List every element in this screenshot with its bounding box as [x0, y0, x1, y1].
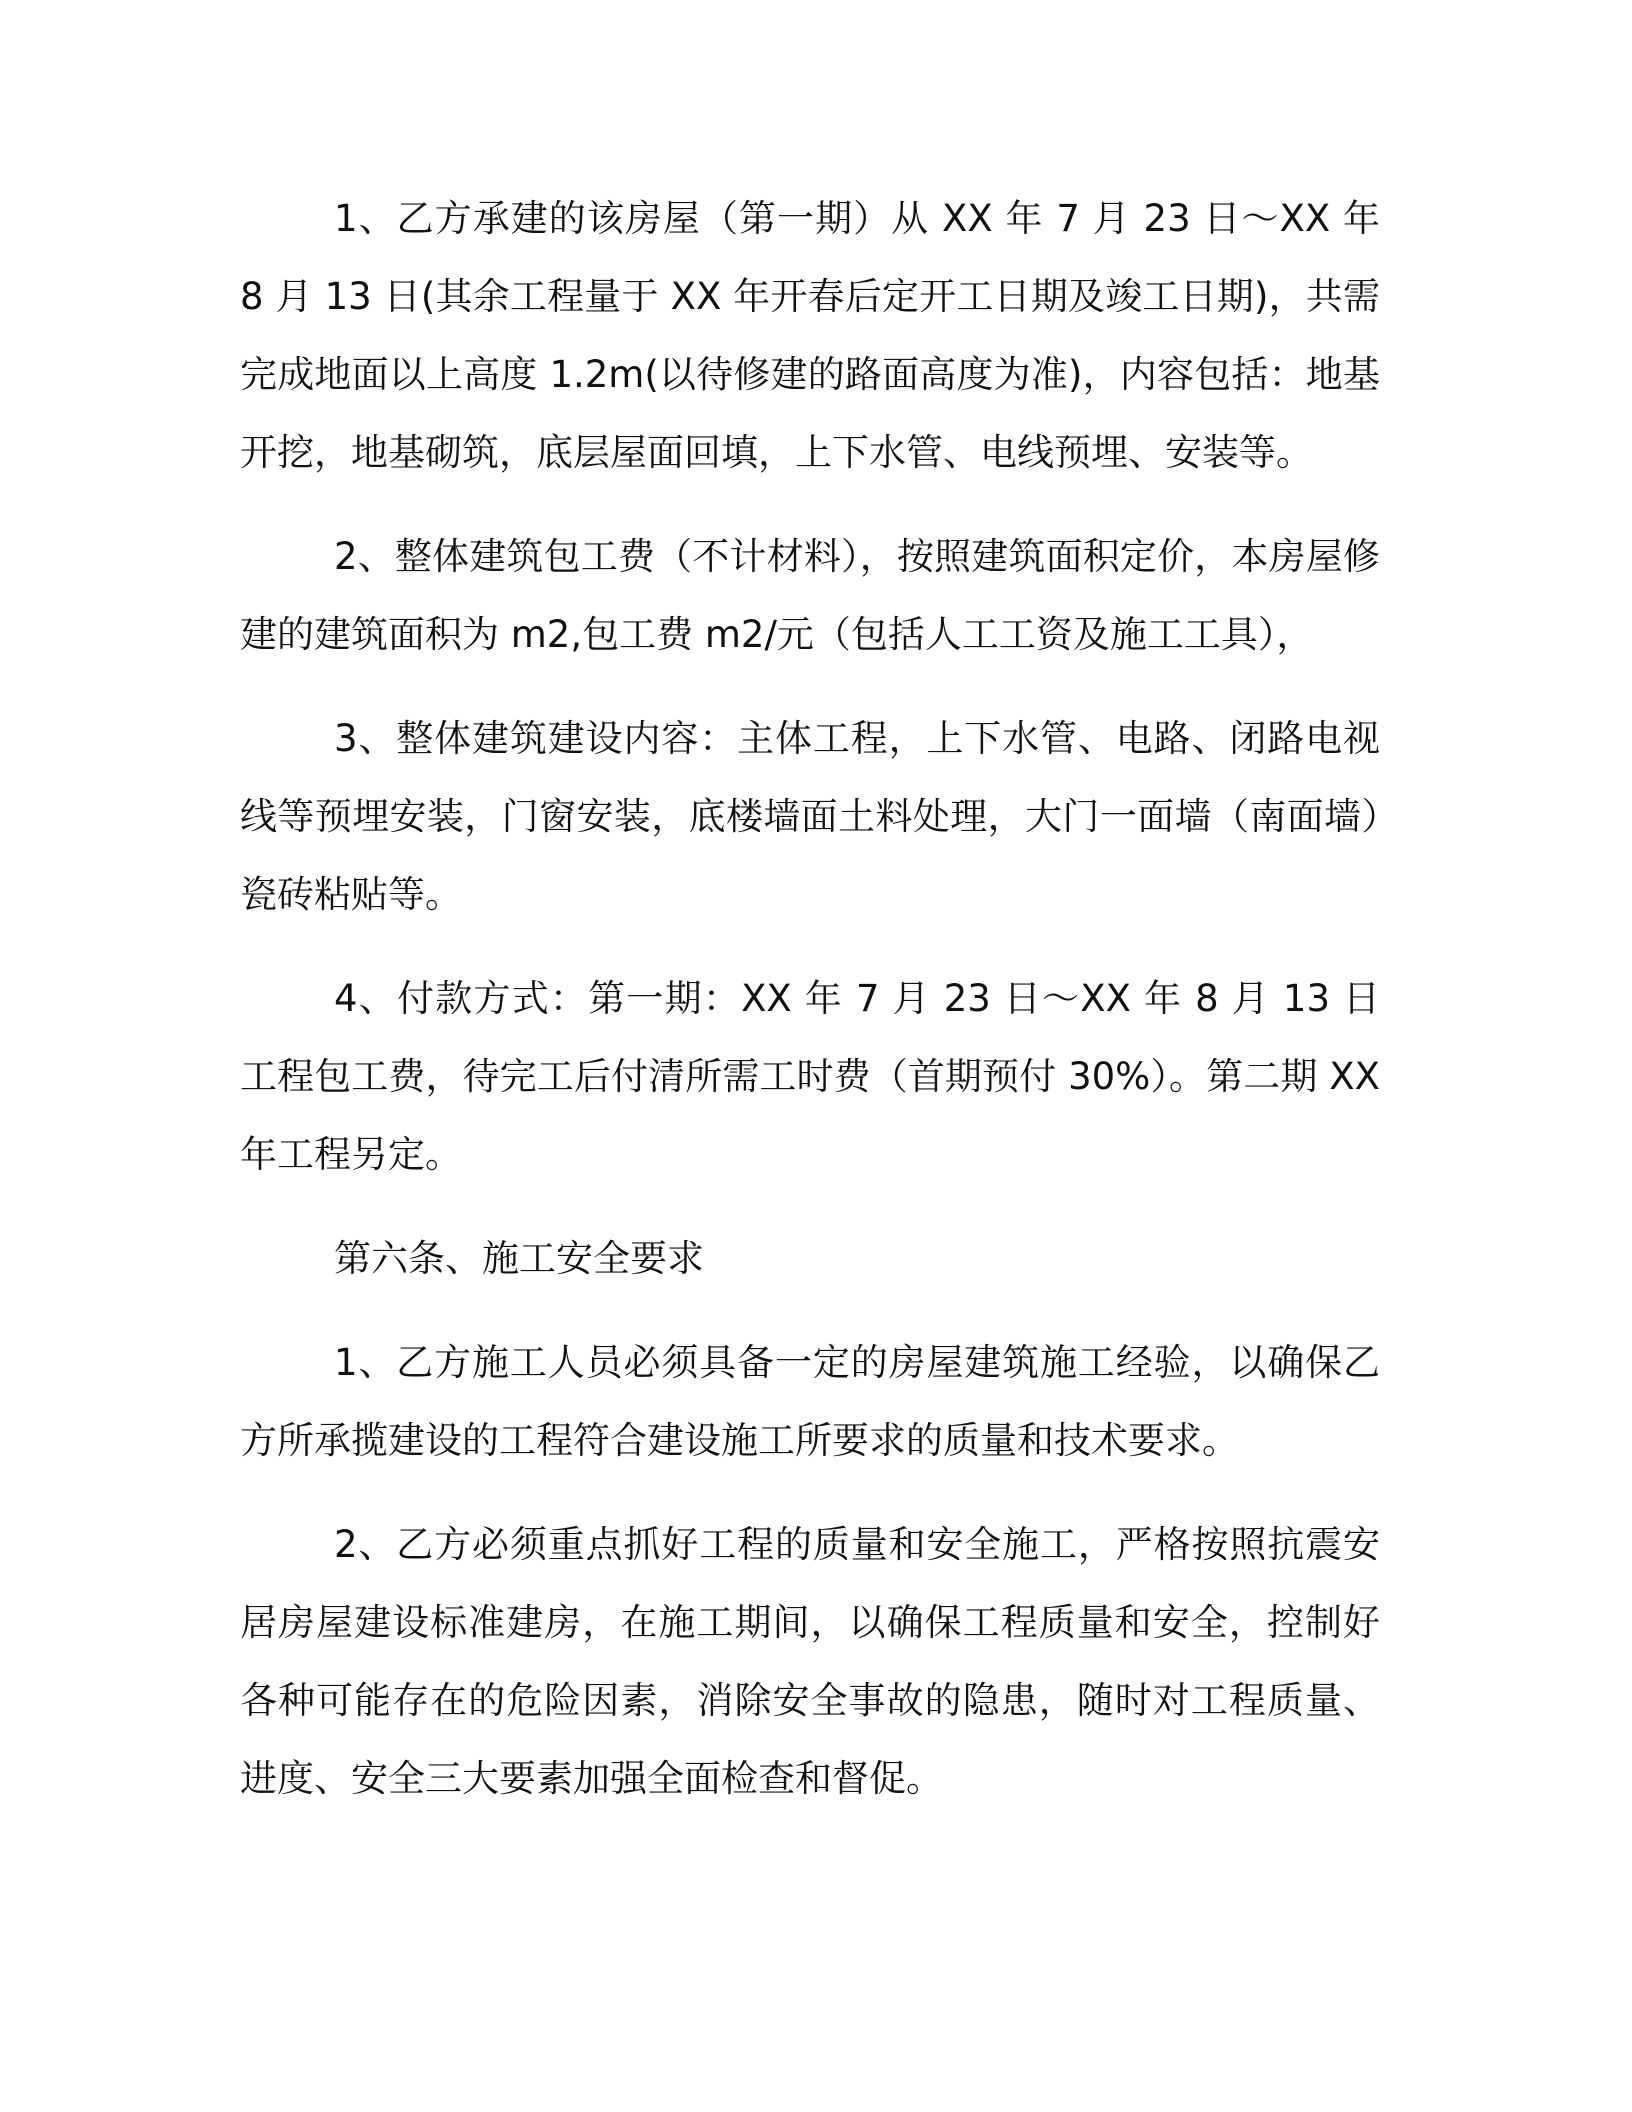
paragraph-1: 1、乙方承建的该房屋（第一期）从 XX 年 7 月 23 日～XX 年 8 月 13 日(其余工程量于 XX 年开春后定开工日期及竣工日期)，共需完成地面以上高度 1.2m(以待修建的路面高度为准)，内容包括：地基开挖，地基砌筑，底层屋面回填，上下水管、电线预埋、安装等。	[240, 197, 1380, 474]
paragraph-3: 3、整体建筑建设内容：主体工程，上下水管、电路、闭路电视线等预埋安装，门窗安装，底楼墙面土料处理，大门一面墙（南面墙）瓷砖粘贴等。	[240, 717, 1380, 916]
document-body	[240, 180, 1380, 1844]
section-paragraph-2: 2、乙方必须重点抓好工程的质量和安全施工，严格按照抗震安居房屋建设标准建房，在施工期间，以确保工程质量和安全，控制好各种可能存在的危险因素，消除安全事故的隐患，随时对工程质量、进度、安全三大要素加强全面检查和督促。	[240, 1523, 1380, 1800]
paragraph-4: 4、付款方式：第一期：XX 年 7 月 23 日～XX 年 8 月 13 日工程包工费，待完工后付清所需工时费（首期预付 30%）。第二期 XX 年工程另定。	[240, 977, 1380, 1176]
section-paragraph-1: 1、乙方施工人员必须具备一定的房屋建筑施工经验，以确保乙方所承揽建设的工程符合建设施工所要求的质量和技术要求。	[240, 1341, 1380, 1462]
paragraph-2: 2、整体建筑包工费（不计材料），按照建筑面积定价，本房屋修建的建筑面积为 m2,包工费 m2/元（包括人工工资及施工工具），	[240, 535, 1380, 656]
section-heading: 第六条、施工安全要求	[334, 1237, 704, 1280]
